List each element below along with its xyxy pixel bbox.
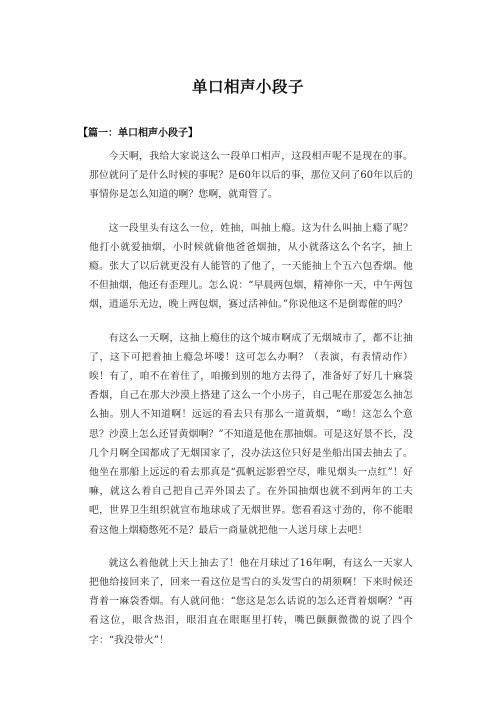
paragraph-1: 今天啊，我给大家说这么一段单口相声，这段相声呢不是现在的事。那位就问了是什么时候的事呢？是60年以后的事，那位又问了60年以后的事情你是怎么知道的啊？您啊，就甭管了。 [89, 151, 413, 201]
paragraph-4: 就这么着他就上天上抽去了！他在月球过了16年啊，有这么一天家人把他给接回来了，回来一看这位是雪白的头发雪白的胡须啊！下来时候还背着一麻袋香烟。有人就问他：“您这是怎么话说的怎么还背着烟啊？”再看这位，眼含热泪，眼泪直在眼眶里打转，嘴巴颤颤微微的说了四个字：“我没带火”！ [89, 557, 413, 646]
paragraph-3: 有这么一天啊，这抽上瘾住的这个城市啊成了无烟城市了，都不让抽了，这下可把着抽上瘾急坏喽！这可怎么办啊？（表演，有表情动作）唉！有了，咱不在着住了，咱搬到别的地方去得了，准备好了好几十麻袋香烟，自己在那大沙漠上搭建了这么一个小房子，自己呢在那爱怎么抽怎么抽。别人不知道啊！远远的看去只有那么一道黄烟，“呦！这怎么个意思？沙漠上怎么还冒黄烟啊？”不知道是他在那抽烟。可是这好景不长，没几个月啊全国都成了无烟国家了，没办法这位只好是坐船出国去抽去了。他坐在那船上远远的看去那真是“孤帆远影碧空尽，唯见烟头一点红”！好嘛，就这么着自己把自己弄外国去了。在外国抽烟也就不到两年的工夫吧，世界卫生组织就宣布地球成了无烟世界。您看看这寸劲的，你不能眼看这他上烟瘾憋死不是？最后一商量就把他一人送月球上去吧！ [89, 332, 413, 536]
page-title: 单口相声小段子 [191, 78, 304, 96]
section-heading: 【篇一：单口相声小段子】 [78, 128, 198, 139]
article-body [89, 147, 413, 664]
paragraph-2: 这一段里头有这么一位，姓抽，叫抽上瘾。这为什么叫抽上瘾了呢？他打小就爱抽烟，小时候就偷他爸爸烟抽，从小就落这么个名字，抽上瘾。张大了以后就更没有人能管的了他了，一天能抽上个五六包香烟。他不但抽烟，他还有歪理儿。怎么说：“早晨两包烟，精神你一天，中午两包烟，逍遥乐无边，晚上两包烟，赛过活神仙。”你说他这不是倒霉催的吗？ [89, 222, 413, 311]
